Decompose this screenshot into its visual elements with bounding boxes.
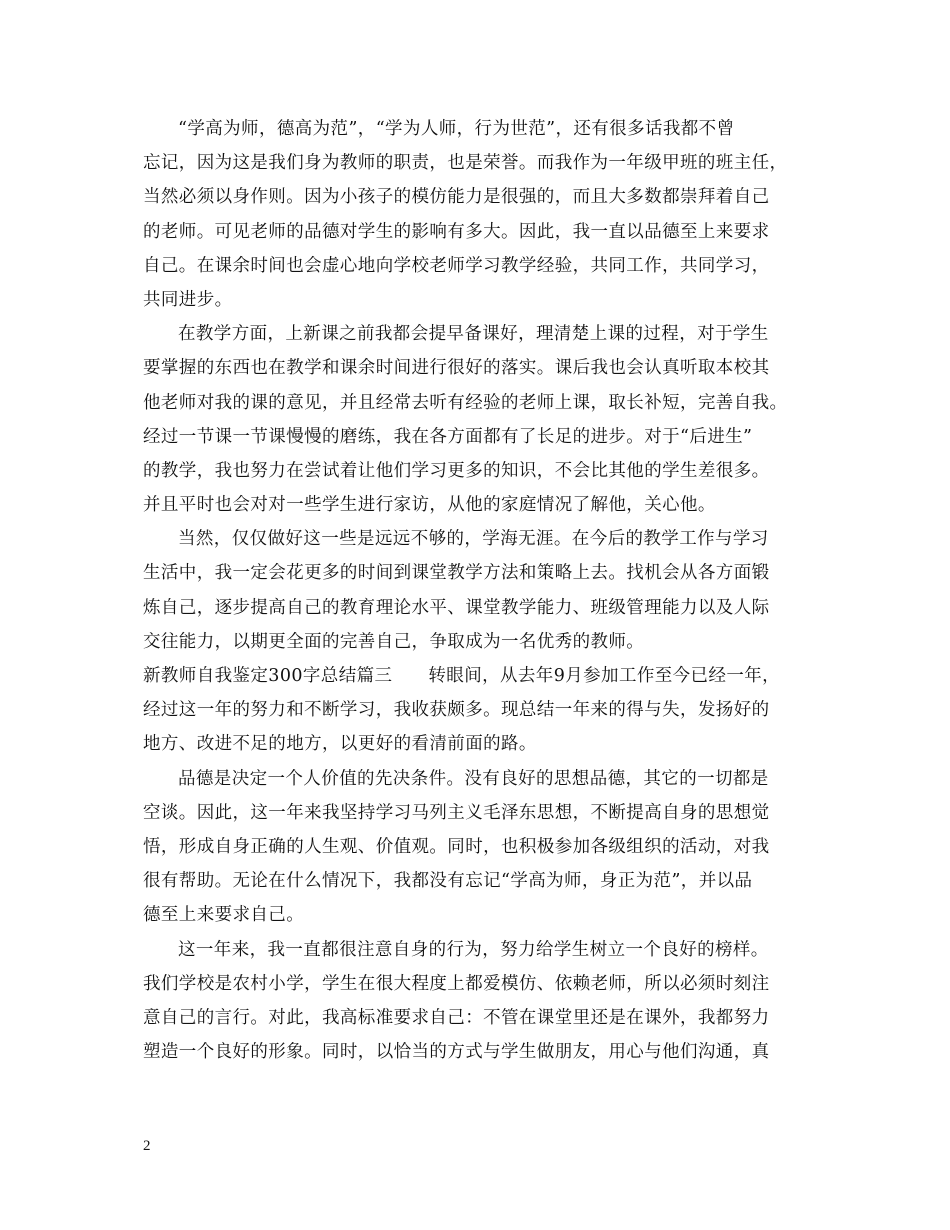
section-first-line: 转眼间，从去年9月参加工作至今已经一年， [428, 666, 781, 686]
text-line: 这一年来，我一直都很注意自身的行为，努力给学生树立一个良好的榜样。 [178, 939, 769, 960]
text-line: 在教学方面，上新课之前我都会提早备课好，理清楚上课的过程，对于学生 [178, 324, 769, 345]
text-line: 并且平时也会对对一些学生进行家访，从他的家庭情况了解他，关心他。 [143, 495, 716, 516]
text-line: 很有帮助。无论在什么情况下，我都没有忘记“学高为师，身正为范”，并以品 [143, 871, 753, 892]
text-line: 经过这一年的努力和不断学习，我收获颇多。现总结一年来的得与失，发扬好的 [143, 700, 770, 721]
text-line: 当然，仅仅做好这一些是远远不够的，学海无涯。在今后的教学工作与学习 [178, 529, 769, 550]
text-line: 品德是决定一个人价值的先决条件。没有良好的思想品德，其它的一切都是 [178, 768, 769, 789]
text-line: 塑造一个良好的形象。同时，以恰当的方式与学生做朋友，用心与他们沟通，真 [143, 1042, 770, 1063]
text-line: 地方、改进不足的地方，以更好的看清前面的路。 [143, 734, 537, 755]
paragraph-role-model [143, 112, 813, 317]
paragraph-teaching [143, 317, 813, 522]
section-heading: 新教师自我鉴定300字总结篇三 [143, 666, 393, 686]
paragraph-morality [143, 762, 813, 933]
text-line: 炼自己，逐步提高自己的教育理论水平、课堂教学能力、班级管理能力以及人际 [143, 597, 770, 618]
section-heading-line [143, 659, 813, 693]
text-line: 德至上来要求自己。 [143, 905, 305, 926]
text-line: 交往能力，以期更全面的完善自己，争取成为一名优秀的教师。 [143, 631, 645, 652]
text-line: 忘记，因为这是我们身为教师的职责，也是荣誉。而我作为一年级甲班的班主任， [143, 153, 788, 174]
text-line: 当然必须以身作则。因为小孩子的模仿能力是很强的，而且大多数都崇拜着自己 [143, 187, 770, 208]
text-line: 自己。在课余时间也会虚心地向学校老师学习教学经验，共同工作，共同学习， [143, 255, 770, 276]
text-line: “学高为师，德高为范”，“学为人师，行为世范”，还有很多话我都不曾 [178, 119, 735, 139]
section-three [143, 659, 813, 762]
text-line: 他老师对我的课的意见，并且经常去听有经验的老师上课，取长补短，完善自我。 [143, 392, 788, 413]
text-line: 悟，形成自身正确的人生观、价值观。同时，也积极参加各级组织的活动，对我 [143, 836, 770, 857]
page-number: 2 [143, 1138, 151, 1154]
text-line: 共同进步。 [143, 289, 233, 310]
paragraph-future-plan [143, 522, 813, 659]
text-line: 要掌握的东西也在教学和课余时间进行很好的落实。课后我也会认真听取本校其 [143, 358, 770, 379]
text-line: 的教学，我也努力在尝试着让他们学习更多的知识，不会比其他的学生差很多。 [143, 460, 770, 481]
text-line: 我们学校是农村小学，学生在很大程度上都爱模仿、依赖老师，所以必须时刻注 [143, 973, 770, 994]
text-line: 的老师。可见老师的品德对学生的影响有多大。因此，我一直以品德至上来要求 [143, 221, 770, 242]
paragraph-behavior [143, 933, 813, 1070]
text-line: 空谈。因此，这一年来我坚持学习马列主义毛泽东思想，不断提高自身的思想觉 [143, 802, 770, 823]
text-line: 意自己的言行。对此，我高标准要求自己：不管在课堂里还是在课外，我都努力 [143, 1007, 770, 1028]
document-body [143, 112, 813, 1069]
text-line: 生活中，我一定会花更多的时间到课堂教学方法和策略上去。找机会从各方面锻 [143, 563, 770, 584]
text-line: 经过一节课一节课慢慢的磨练，我在各方面都有了长足的进步。对于“后进生” [143, 426, 753, 447]
